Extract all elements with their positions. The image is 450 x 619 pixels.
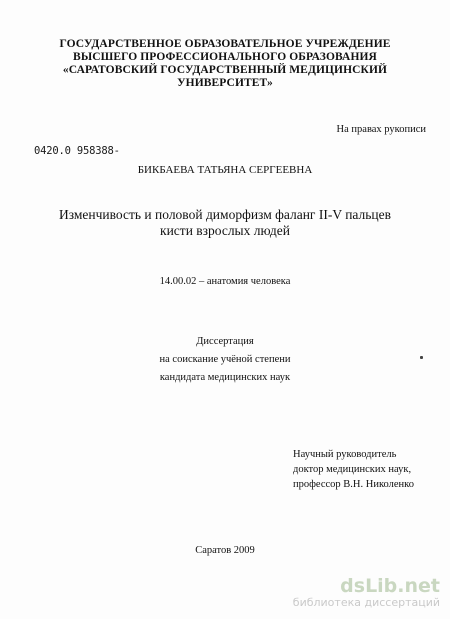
institution-line-2: ВЫСШЕГО ПРОФЕССИОНАЛЬНОГО ОБРАЗОВАНИЯ	[73, 51, 377, 63]
watermark-logo: dsLib.net	[340, 575, 440, 597]
supervisor-block	[293, 447, 414, 492]
catalog-code: 0420.0 958388-	[34, 145, 120, 157]
dslib-watermark	[250, 576, 440, 609]
degree-statement	[0, 333, 450, 387]
institution-line-1: ГОСУДАРСТВЕННОЕ ОБРАЗОВАТЕЛЬНОЕ УЧРЕЖДЕНИЕ	[59, 38, 391, 50]
watermark-subtitle: библиотека диссертаций	[292, 596, 440, 609]
supervisor-line-1: Научный руководитель	[293, 449, 397, 460]
institution-line-4: УНИВЕРСИТЕТ»	[177, 77, 273, 89]
degree-line-2: на соискание учёной степени	[159, 354, 291, 365]
degree-line-3: кандидата медицинских наук	[159, 372, 291, 383]
scan-speck	[420, 356, 423, 359]
supervisor-line-2: доктор медицинских наук,	[293, 464, 412, 475]
title-line-1: Изменчивость и половой диморфизм фаланг II-V пальцев	[58, 207, 392, 222]
title-line-2: кисти взрослых людей	[160, 223, 290, 238]
author-name: БИКБАЕВА ТАТЬЯНА СЕРГЕЕВНА	[137, 164, 313, 176]
degree-line-1: Диссертация	[196, 336, 254, 347]
dissertation-title	[0, 207, 450, 239]
manuscript-rights-note: На правах рукописи	[336, 124, 426, 135]
city-year: Саратов 2009	[195, 545, 255, 556]
specialty-code: 14.00.02 – анатомия человека	[159, 276, 291, 287]
institution-line-3: «САРАТОВСКИЙ ГОСУДАРСТВЕННЫЙ МЕДИЦИНСКИЙ	[62, 64, 388, 76]
supervisor-line-3: профессор В.Н. Николенко	[293, 479, 414, 490]
institution-header	[0, 38, 450, 90]
